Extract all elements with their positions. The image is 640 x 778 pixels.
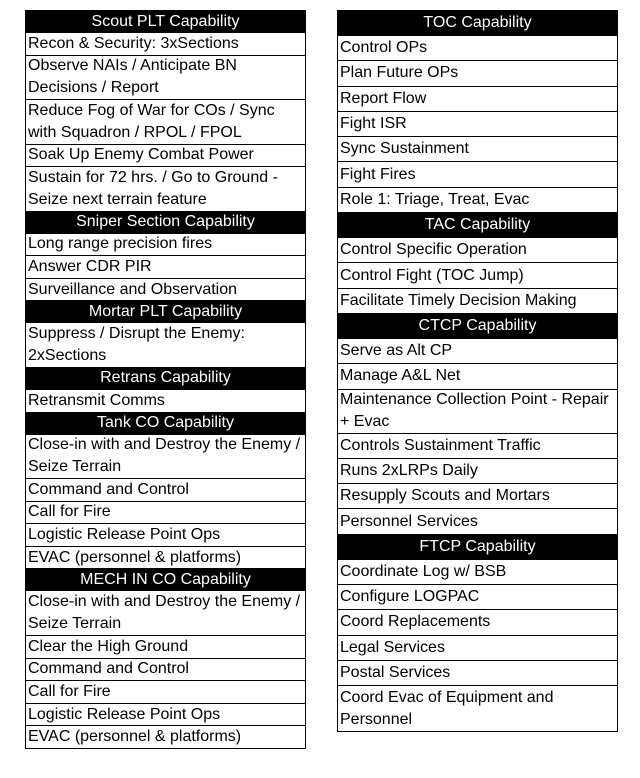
list-item: Personnel Services bbox=[338, 509, 617, 534]
list-item: Runs 2xLRPs Daily bbox=[338, 459, 617, 484]
list-item: Plan Future OPs bbox=[338, 61, 617, 86]
section-header-retrans: Retrans Capability bbox=[26, 368, 305, 390]
list-item: Report Flow bbox=[338, 87, 617, 112]
list-item: Recon & Security: 3xSections bbox=[26, 33, 305, 56]
list-item: Fight ISR bbox=[338, 112, 617, 137]
list-item: Reduce Fog of War for COs / Sync with Squadron / RPOL / FPOL bbox=[26, 100, 305, 145]
list-item: Fight Fires bbox=[338, 162, 617, 187]
list-item: Serve as Alt CP bbox=[338, 339, 617, 364]
list-item: Control OPs bbox=[338, 36, 617, 61]
list-item: Manage A&L Net bbox=[338, 364, 617, 389]
list-item: Control Fight (TOC Jump) bbox=[338, 263, 617, 288]
list-item: Logistic Release Point Ops bbox=[26, 704, 305, 727]
list-item: Retransmit Comms bbox=[26, 390, 305, 413]
section-header-ftcp: FTCP Capability bbox=[338, 535, 617, 560]
section-header-mech-in-co: MECH IN CO Capability bbox=[26, 569, 305, 591]
list-item: Facilitate Timely Decision Making bbox=[338, 289, 617, 314]
list-item: Close-in with and Destroy the Enemy / Seize Terrain bbox=[26, 435, 305, 480]
section-header-mortar-plt: Mortar PLT Capability bbox=[26, 301, 305, 323]
list-item: Call for Fire bbox=[26, 502, 305, 525]
left-capability-column bbox=[25, 10, 306, 749]
list-item: Configure LOGPAC bbox=[338, 585, 617, 610]
list-item: Role 1: Triage, Treat, Evac bbox=[338, 188, 617, 213]
section-header-tac: TAC Capability bbox=[338, 213, 617, 238]
list-item: Legal Services bbox=[338, 636, 617, 661]
list-item: Coord Evac of Equipment and Personnel bbox=[338, 686, 617, 732]
list-item: Close-in with and Destroy the Enemy / Seize Terrain bbox=[26, 591, 305, 636]
list-item: Maintenance Collection Point - Repair + Evac bbox=[338, 390, 617, 434]
section-header-ctcp: CTCP Capability bbox=[338, 314, 617, 339]
list-item: Answer CDR PIR bbox=[26, 256, 305, 279]
list-item: Surveillance and Observation bbox=[26, 279, 305, 302]
list-item: Logistic Release Point Ops bbox=[26, 524, 305, 547]
list-item: Call for Fire bbox=[26, 681, 305, 704]
list-item: Coordinate Log w/ BSB bbox=[338, 560, 617, 585]
list-item: Observe NAIs / Anticipate BN Decisions / Report bbox=[26, 56, 305, 101]
list-item: EVAC (personnel & platforms) bbox=[26, 726, 305, 749]
section-header-scout-plt: Scout PLT Capability bbox=[26, 11, 305, 33]
section-header-sniper-section: Sniper Section Capability bbox=[26, 212, 305, 234]
list-item: Soak Up Enemy Combat Power bbox=[26, 145, 305, 168]
list-item: Coord Replacements bbox=[338, 610, 617, 635]
list-item: EVAC (personnel & platforms) bbox=[26, 547, 305, 570]
section-header-tank-co: Tank CO Capability bbox=[26, 413, 305, 435]
section-header-toc: TOC Capability bbox=[338, 11, 617, 36]
list-item: Sustain for 72 hrs. / Go to Ground - Seize next terrain feature bbox=[26, 167, 305, 212]
list-item: Clear the High Ground bbox=[26, 636, 305, 659]
list-item: Long range precision fires bbox=[26, 234, 305, 257]
list-item: Suppress / Disrupt the Enemy: 2xSections bbox=[26, 323, 305, 368]
list-item: Resupply Scouts and Mortars bbox=[338, 484, 617, 509]
right-capability-column bbox=[337, 10, 618, 732]
list-item: Control Specific Operation bbox=[338, 238, 617, 263]
list-item: Postal Services bbox=[338, 661, 617, 686]
list-item: Command and Control bbox=[26, 659, 305, 682]
list-item: Sync Sustainment bbox=[338, 137, 617, 162]
list-item: Command and Control bbox=[26, 479, 305, 502]
list-item: Controls Sustainment Traffic bbox=[338, 434, 617, 459]
